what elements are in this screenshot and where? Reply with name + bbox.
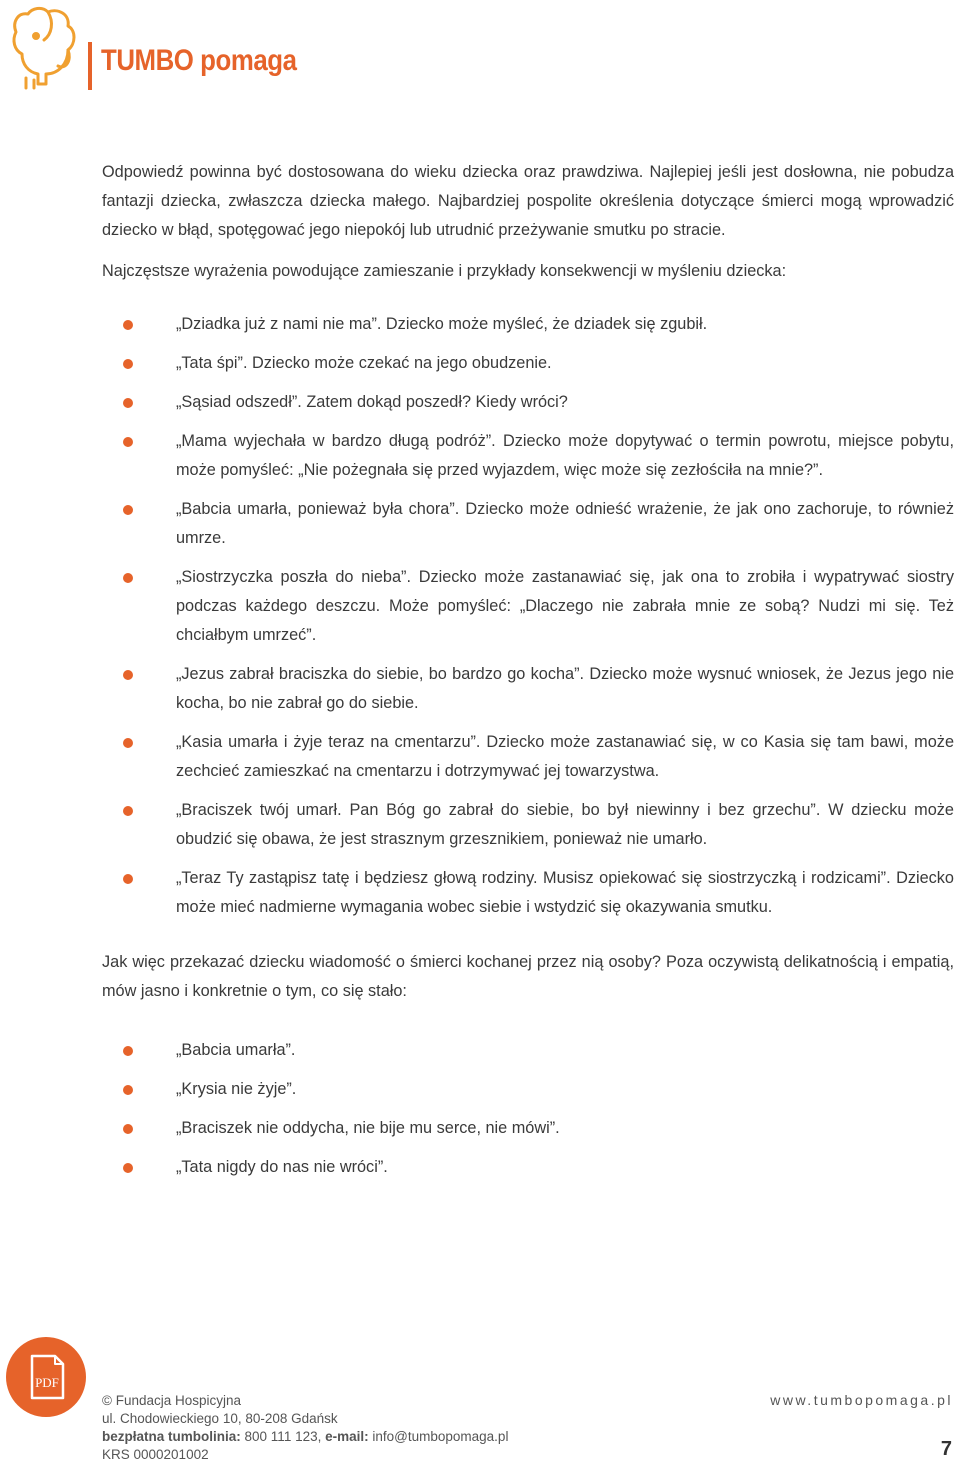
list-item: „Braciszek twój umarł. Pan Bóg go zabrał do siebie, bo był niewinny i bez grzechu”. W dziecku może obudzić się obawa, że jest strasznym grzesznikiem, ponieważ nie umarło. bbox=[102, 796, 954, 854]
list-item: „Kasia umarła i żyje teraz na cmentarzu”. Dziecko może zastanawiać się, w co Kasia się tam bawi, może zechcieć zamieszkać na cmentarzu i dotrzymywać jej towarzystwa. bbox=[102, 728, 954, 786]
list-item: „Tata śpi”. Dziecko może czekać na jego obudzenie. bbox=[102, 349, 954, 378]
bullet-icon bbox=[123, 1085, 133, 1095]
list-item: „Jezus zabrał braciszka do siebie, bo bardzo go kocha”. Dziecko może wysnuć wniosek, że Jezus jego nie kocha, bo nie zabrał go do siebie. bbox=[102, 660, 954, 718]
article-body bbox=[102, 158, 954, 1192]
phone-label: bezpłatna tumbolinia: bbox=[102, 1429, 241, 1444]
list-intro-paragraph: Najczęstsze wyrażenia powodujące zamieszanie i przykłady konsekwencji w myśleniu dziecka: bbox=[102, 262, 787, 280]
phone-number[interactable]: 800 111 123, bbox=[244, 1429, 322, 1444]
bullet-icon bbox=[123, 806, 133, 816]
page-number: 7 bbox=[940, 1438, 952, 1460]
bullet-icon bbox=[123, 573, 133, 583]
list-item: „Teraz Ty zastąpisz tatę i będziesz głową rodziny. Musisz opiekować się siostrzyczką i rodzicami”. Dziecko może mieć nadmierne wymagania wobec siebie i wstydzić się okazywania smutku. bbox=[102, 864, 954, 922]
brand-name: TUMBO pomaga bbox=[101, 44, 297, 77]
bullet-icon bbox=[123, 437, 133, 447]
logo-divider bbox=[88, 42, 92, 90]
footer-contact bbox=[102, 1392, 508, 1464]
page-footer bbox=[0, 1330, 960, 1460]
pdf-badge-icon[interactable] bbox=[5, 1336, 87, 1418]
bullet-icon bbox=[123, 874, 133, 884]
confusing-phrases-list bbox=[102, 310, 954, 922]
list-item: „Dziadka już z nami nie ma”. Dziecko może myśleć, że dziadek się zgubił. bbox=[102, 310, 954, 339]
bullet-icon bbox=[123, 1163, 133, 1173]
advice-paragraph: Jak więc przekazać dziecku wiadomość o śmierci kochanej przez nią osoby? Poza oczywistą delikatnością i empatią, mów jasno i konkretnie o tym, co się stało: bbox=[102, 953, 954, 1000]
list-item: „Mama wyjechała w bardzo długą podróż”. Dziecko może dopytywać o termin powrotu, miejsce pobytu, może pomyśleć: „Nie pożegnała się przed wyjazdem, więc może się zezłościła na mnie?”. bbox=[102, 427, 954, 485]
footer-org: © Fundacja Hospicyjna bbox=[102, 1393, 242, 1408]
bullet-icon bbox=[123, 398, 133, 408]
list-item: „Babcia umarła, ponieważ była chora”. Dziecko może odnieść wrażenie, że jak ono zachoruje, to również umrze. bbox=[102, 495, 954, 553]
bullet-icon bbox=[123, 505, 133, 515]
footer-krs: KRS 0000201002 bbox=[102, 1447, 209, 1462]
intro-paragraph: Odpowiedź powinna być dostosowana do wieku dziecka oraz prawdziwa. Najlepiej jeśli jest dosłowna, nie pobudza fantazji dziecka, zwłaszcza dziecka małego. Najbardziej pospolite określenia dotyczące śmierci mogą wprowadzić dziecko w błąd, spotęgować jego niepokój lub utrudnić przeżywanie smutku po stracie. bbox=[102, 163, 954, 239]
elephant-icon bbox=[6, 4, 80, 90]
pdf-badge-label: PDF bbox=[35, 1375, 59, 1390]
bullet-icon bbox=[123, 320, 133, 330]
email-label: e-mail: bbox=[325, 1429, 369, 1444]
list-item: „Tata nigdy do nas nie wróci”. bbox=[102, 1153, 954, 1182]
list-item: „Krysia nie żyje”. bbox=[102, 1075, 954, 1104]
list-item: „Braciszek nie oddycha, nie bije mu serce, nie mówi”. bbox=[102, 1114, 954, 1143]
footer-phone-line bbox=[102, 1428, 508, 1446]
bullet-icon bbox=[123, 359, 133, 369]
list-item: „Babcia umarła”. bbox=[102, 1036, 954, 1065]
footer-address: ul. Chodowieckiego 10, 80-208 Gdańsk bbox=[102, 1411, 338, 1426]
bullet-icon bbox=[123, 738, 133, 748]
list-item: „Siostrzyczka poszła do nieba”. Dziecko może zastanawiać się, jak ona to zrobiła i wypatrywać siostry podczas każdego deszczu. Może pomyśleć: „Dlaczego nie zabrała mnie ze sobą? Nudzi mi się. Też chciałbym umrzeć”. bbox=[102, 563, 954, 650]
bullet-icon bbox=[123, 1124, 133, 1134]
website-link[interactable]: www.tumbopomaga.pl bbox=[770, 1392, 953, 1408]
clear-phrases-list bbox=[102, 1036, 954, 1182]
bullet-icon bbox=[123, 670, 133, 680]
bullet-icon bbox=[123, 1046, 133, 1056]
list-item: „Sąsiad odszedł”. Zatem dokąd poszedł? Kiedy wróci? bbox=[102, 388, 954, 417]
page-header bbox=[0, 0, 960, 100]
email-link[interactable]: info@tumbopomaga.pl bbox=[372, 1429, 509, 1444]
